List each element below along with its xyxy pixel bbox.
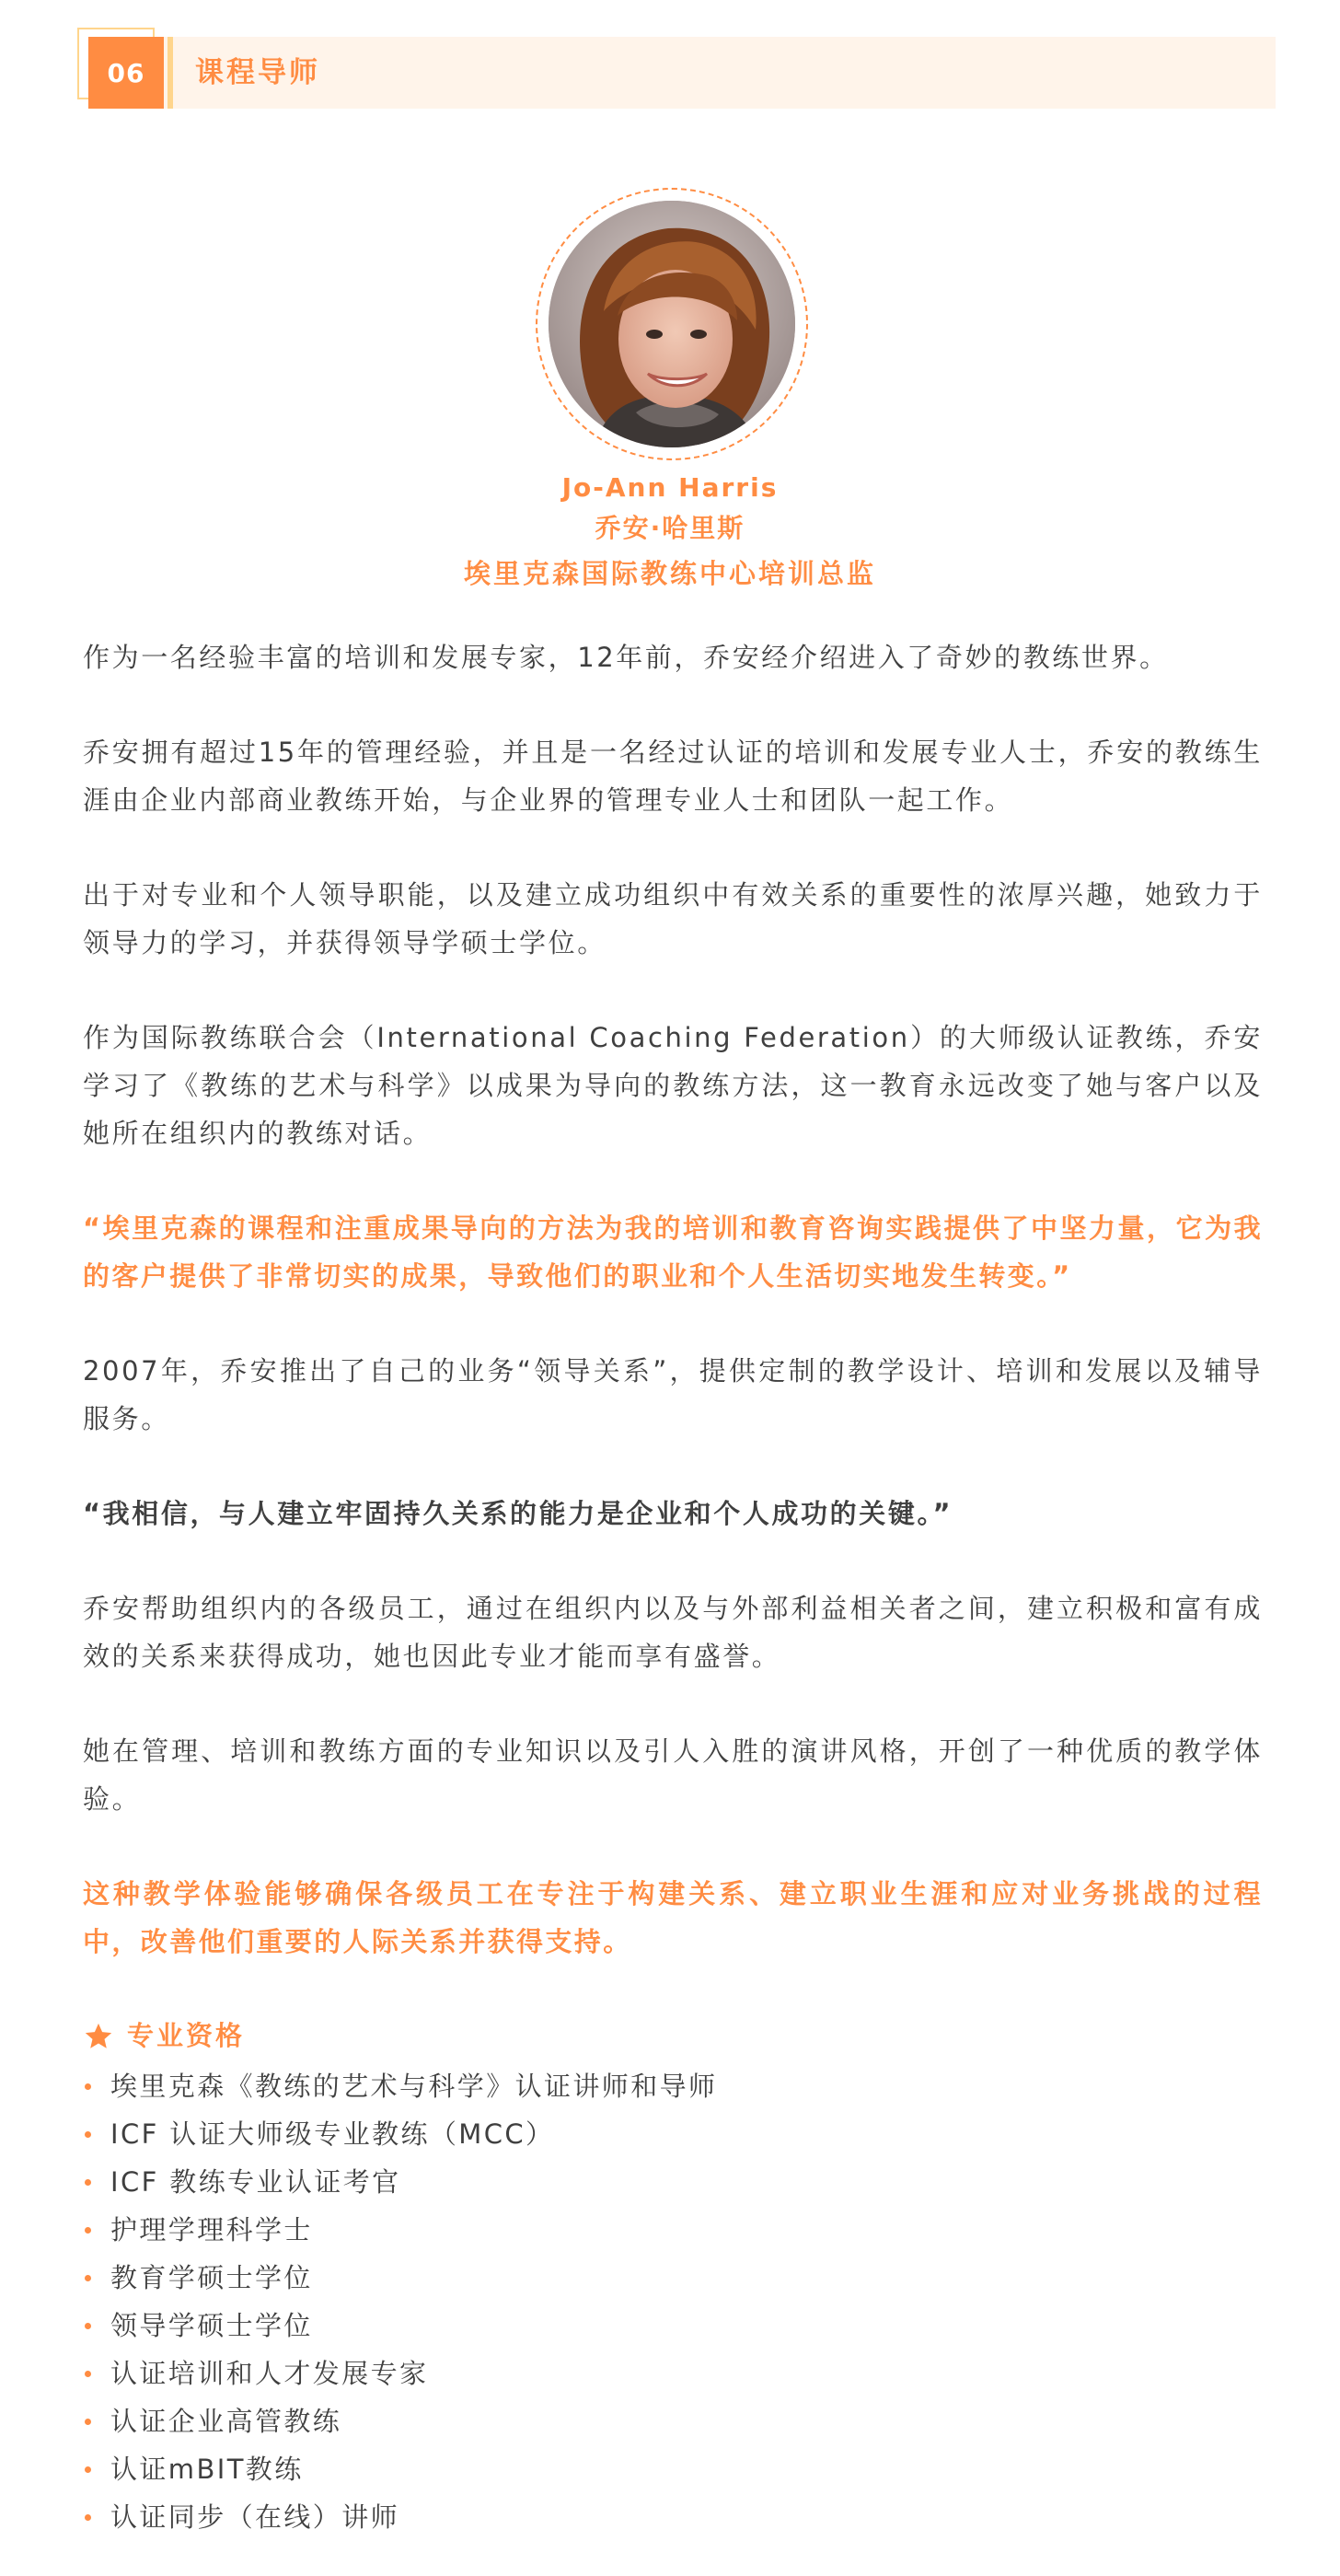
section-number: 06: [88, 37, 164, 109]
bio-bold-quote: “我相信，与人建立牢固持久关系的能力是企业和个人成功的关键。”: [83, 1498, 953, 1529]
credential-text: 护理学理科学士: [110, 2214, 313, 2245]
credential-item: [83, 2493, 1263, 2541]
credential-item: [83, 2062, 1263, 2110]
bullet-dot: [85, 2131, 91, 2138]
mentor-name-cn: 乔安·哈里斯: [595, 513, 745, 543]
credential-text: 埃里克森《教练的艺术与科学》认证讲师和导师: [110, 2071, 718, 2102]
credential-item: [83, 2254, 1263, 2302]
bio-paragraph: 作为国际教练联合会（International Coaching Federation）的大师级认证教练，乔安学习了《教练的艺术与科学》以成果为导向的教练方法，这一教育永远改变了她与客户以及她所在组织内的教练对话。: [83, 1022, 1263, 1149]
mentor-name-en: Jo-Ann Harris: [561, 472, 779, 503]
credential-text: 认证mBIT教练: [110, 2454, 304, 2485]
credential-text: 认证同步（在线）讲师: [110, 2501, 400, 2533]
credential-text: 认证企业高管教练: [110, 2406, 342, 2437]
star-icon: [83, 2020, 114, 2051]
bullet-dot: [85, 2227, 91, 2234]
bio-paragraph: 她在管理、培训和教练方面的专业知识以及引人入胜的演讲风格，开创了一种优质的教学体验。: [83, 1735, 1263, 1815]
credential-item: [83, 2350, 1263, 2397]
section-header-accent: [168, 37, 173, 109]
credential-text: 教育学硕士学位: [110, 2262, 313, 2293]
bio-paragraph: 乔安拥有超过15年的管理经验，并且是一名经过认证的培训和发展专业人士，乔安的教练生涯由企业内部商业教练开始，与企业界的管理专业人士和团队一起工作。: [83, 737, 1263, 816]
credential-text: ICF 教练专业认证考官: [110, 2166, 401, 2198]
bullet-dot: [85, 2419, 91, 2425]
credential-item: [83, 2110, 1263, 2158]
credentials-heading: [83, 2013, 1263, 2059]
bio-paragraph: 乔安帮助组织内的各级员工，通过在组织内以及与外部利益相关者之间，建立积极和富有成效的关系来获得成功，她也因此专业才能而享有盛誉。: [83, 1593, 1263, 1672]
bullet-dot: [85, 2466, 91, 2473]
credentials-list: [83, 2062, 1263, 2541]
credential-text: 认证培训和人才发展专家: [110, 2358, 429, 2389]
credential-item: [83, 2158, 1263, 2206]
section-title: 课程导师: [195, 56, 320, 89]
bullet-dot: [85, 2275, 91, 2281]
bio-paragraph: 作为一名经验丰富的培训和发展专家，12年前，乔安经介绍进入了奇妙的教练世界。: [83, 642, 1169, 673]
portrait-illustration: [549, 201, 795, 447]
mentor-name-block: [0, 468, 1340, 598]
mentor-avatar: [549, 201, 795, 447]
credential-item: [83, 2397, 1263, 2445]
credential-text: 领导学硕士学位: [110, 2310, 313, 2341]
bullet-dot: [85, 2371, 91, 2377]
credentials-heading-label: 专业资格: [127, 2020, 246, 2051]
bullet-dot: [85, 2323, 91, 2329]
credential-item: [83, 2445, 1263, 2493]
credential-item: [83, 2302, 1263, 2350]
bullet-dot: [85, 2083, 91, 2090]
mentor-title: 埃里克森国际教练中心培训总监: [463, 558, 876, 589]
credential-text: ICF 认证大师级专业教练（MCC）: [110, 2118, 555, 2150]
bio-quote: “埃里克森的课程和注重成果导向的方法为我的培训和教育咨询实践提供了中坚力量，它为我的客户提供了非常切实的成果，导致他们的职业和个人生活切实地发生转变。”: [83, 1213, 1263, 1292]
credential-item: [83, 2206, 1263, 2254]
bullet-dot: [85, 2179, 91, 2186]
bio-content: [83, 633, 1263, 2541]
bio-highlight: 这种教学体验能够确保各级员工在专注于构建关系、建立职业生涯和应对业务挑战的过程中，改善他们重要的人际关系并获得支持。: [83, 1878, 1263, 1957]
bio-paragraph: 出于对专业和个人领导职能，以及建立成功组织中有效关系的重要性的浓厚兴趣，她致力于领导力的学习，并获得领导学硕士学位。: [83, 879, 1263, 958]
section-header-bar: [162, 37, 1276, 109]
bullet-dot: [85, 2514, 91, 2521]
bio-paragraph: 2007年，乔安推出了自己的业务“领导关系”，提供定制的教学设计、培训和发展以及辅导服务。: [83, 1355, 1263, 1434]
